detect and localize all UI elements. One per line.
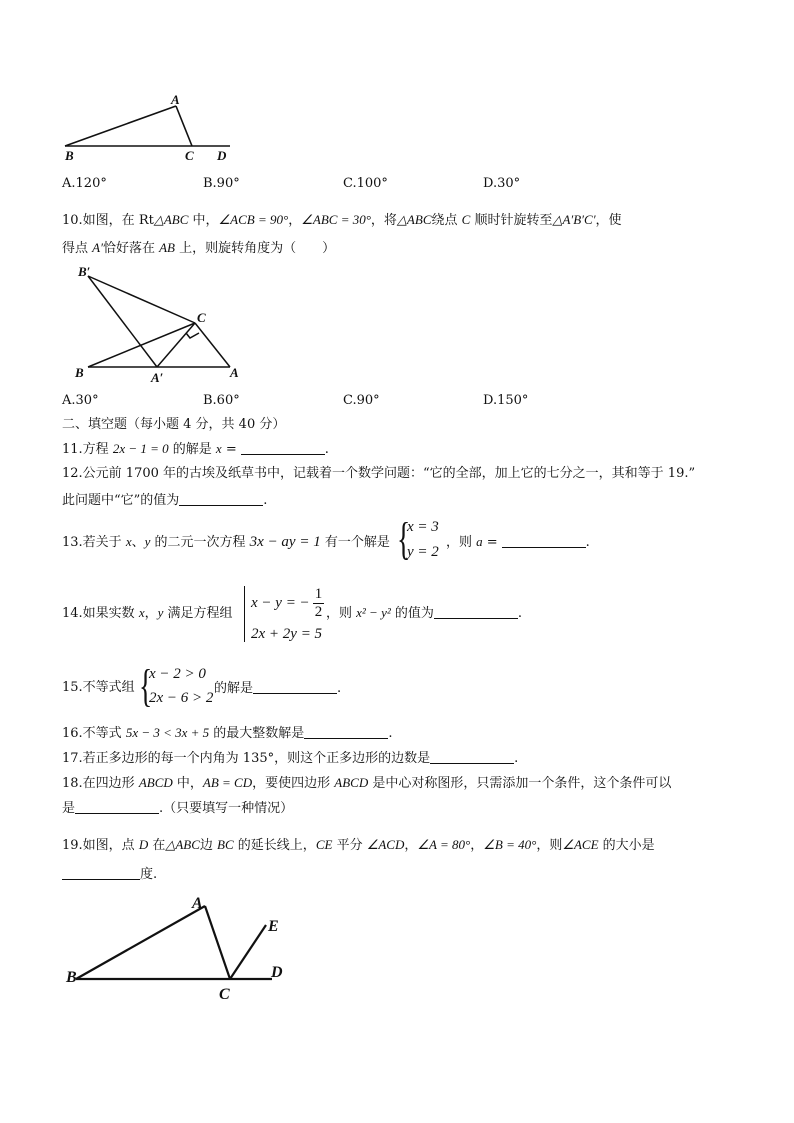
fig19-label-c: C: [219, 986, 230, 1003]
fig10-right-angle: [186, 333, 199, 338]
fig19-side-ba: [76, 906, 205, 979]
fig9-label-c: C: [185, 148, 194, 163]
q10-line1: 10.如图，在 Rt△ABC 中，∠ACB = 90°，∠ABC = 30°，将△ABC绕点 C 顺时针旋转至△A′B′C′，使: [62, 212, 622, 228]
q16-answer-blank[interactable]: [304, 725, 388, 739]
q19-line1: 19.如图，点 D 在△ABC边 BC 的延长线上，CE 平分 ∠ACD，∠A = 80°，∠B = 40°，则∠ACE 的大小是: [62, 837, 655, 853]
fig9-label-b: B: [65, 148, 74, 163]
q15-text-a: 15.不等式组: [62, 680, 135, 695]
fig19-label-a: A: [192, 895, 203, 912]
fig19-label-b: B: [66, 969, 77, 986]
fig10-label-a: A: [230, 365, 239, 380]
q12-line2: 此问题中“它”的值为 .: [62, 493, 268, 508]
q11-answer-blank[interactable]: [241, 441, 325, 455]
q19-answer-blank[interactable]: [62, 866, 140, 880]
q17: 17.若正多边形的每一个内角为 135°，则这个正多边形的边数是 .: [62, 751, 519, 766]
fig10-label-c: C: [197, 310, 206, 325]
q9-option-d: D.30°: [483, 176, 521, 191]
fig19-ray-ce: [230, 925, 266, 979]
q9-option-c: C.100°: [343, 176, 388, 191]
q10-option-b: B.60°: [203, 393, 240, 408]
fig9-label-d: D: [217, 148, 227, 163]
q15-text-b: 的解是 .: [214, 681, 342, 696]
q16: 16.不等式 5x − 3 < 3x + 5 的最大整数解是 .: [62, 725, 393, 741]
q19-line2: 度.: [62, 866, 157, 883]
q9-option-b: B.90°: [203, 176, 240, 191]
q13-text-b: ，则 a = .: [446, 534, 590, 550]
q11: 11.方程 2x − 1 = 0 的解是 x = .: [62, 441, 329, 457]
q18-line2: 是 .（只要填写一种情况）: [62, 801, 294, 816]
q14-answer-blank[interactable]: [434, 605, 518, 619]
q18-answer-blank[interactable]: [75, 800, 159, 814]
q14-system-1: x − y = − $\frac{1}{2}$: [251, 586, 323, 620]
fig9-side-ba: [65, 106, 176, 146]
q12-answer-blank[interactable]: [179, 492, 263, 506]
q18-line1: 18.在四边形 ABCD 中，AB = CD，要使四边形 ABCD 是中心对称图形，只需添加一个条件，这个条件可以: [62, 775, 672, 791]
q14-system-2: 2x + 2y = 5: [251, 626, 323, 642]
fig10-side-b1c: [88, 276, 195, 323]
fig19-label-e: E: [268, 918, 279, 935]
fig19-side-ac: [205, 906, 230, 979]
q14-text-b: ，则 x² − y² 的值为 .: [326, 605, 523, 621]
q13-brace: {: [397, 513, 411, 564]
q15-system-2: 2x − 6 > 2: [149, 690, 214, 706]
fig9-side-ac: [176, 106, 192, 146]
fig10-side-ca: [195, 323, 230, 367]
q10-option-c: C.90°: [343, 393, 380, 408]
q13-system-1: x = 3: [407, 519, 439, 535]
fig10-side-ca1: [157, 323, 195, 367]
section-heading: 二、填空题（每小题 4 分，共 40 分）: [62, 417, 286, 432]
fig10-label-a1: A′: [151, 370, 164, 385]
fig9-label-a: A: [171, 92, 180, 107]
q14-text-a: 14.如果实数 x，y 满足方程组: [62, 605, 233, 621]
q13-answer-blank[interactable]: [502, 534, 586, 548]
fig10-label-b: B: [75, 365, 84, 380]
q14-brace-bar: [244, 586, 245, 642]
q14-fraction: $\frac{1}{2}$: [314, 586, 323, 620]
q9-option-a: A.120°: [62, 176, 107, 191]
fig19-label-d: D: [271, 964, 283, 981]
q15-brace: {: [139, 660, 153, 711]
fig10-side-bc: [88, 323, 195, 367]
fig10-label-b1: B′: [78, 264, 91, 279]
q10-line2: 得点 A′恰好落在 AB 上，则旋转角度为（ ）: [62, 240, 336, 256]
q13-system-2: y = 2: [407, 544, 439, 560]
q10-option-a: A.30°: [62, 393, 99, 408]
q10-option-d: D.150°: [483, 393, 529, 408]
fig10-side-b1a1: [88, 276, 157, 367]
q15-answer-blank[interactable]: [253, 680, 337, 694]
q17-answer-blank[interactable]: [430, 750, 514, 764]
q13-text-a: 13.若关于 x、y 的二元一次方程 3x − ay = 1 有一个解是: [62, 534, 390, 550]
q15-system-1: x − 2 > 0: [149, 666, 206, 682]
q12-line1: 12.公元前 1700 年的古埃及纸草书中，记载着一个数学问题：“它的全部，加上它的七分之一，其和等于 19.”: [62, 466, 696, 481]
